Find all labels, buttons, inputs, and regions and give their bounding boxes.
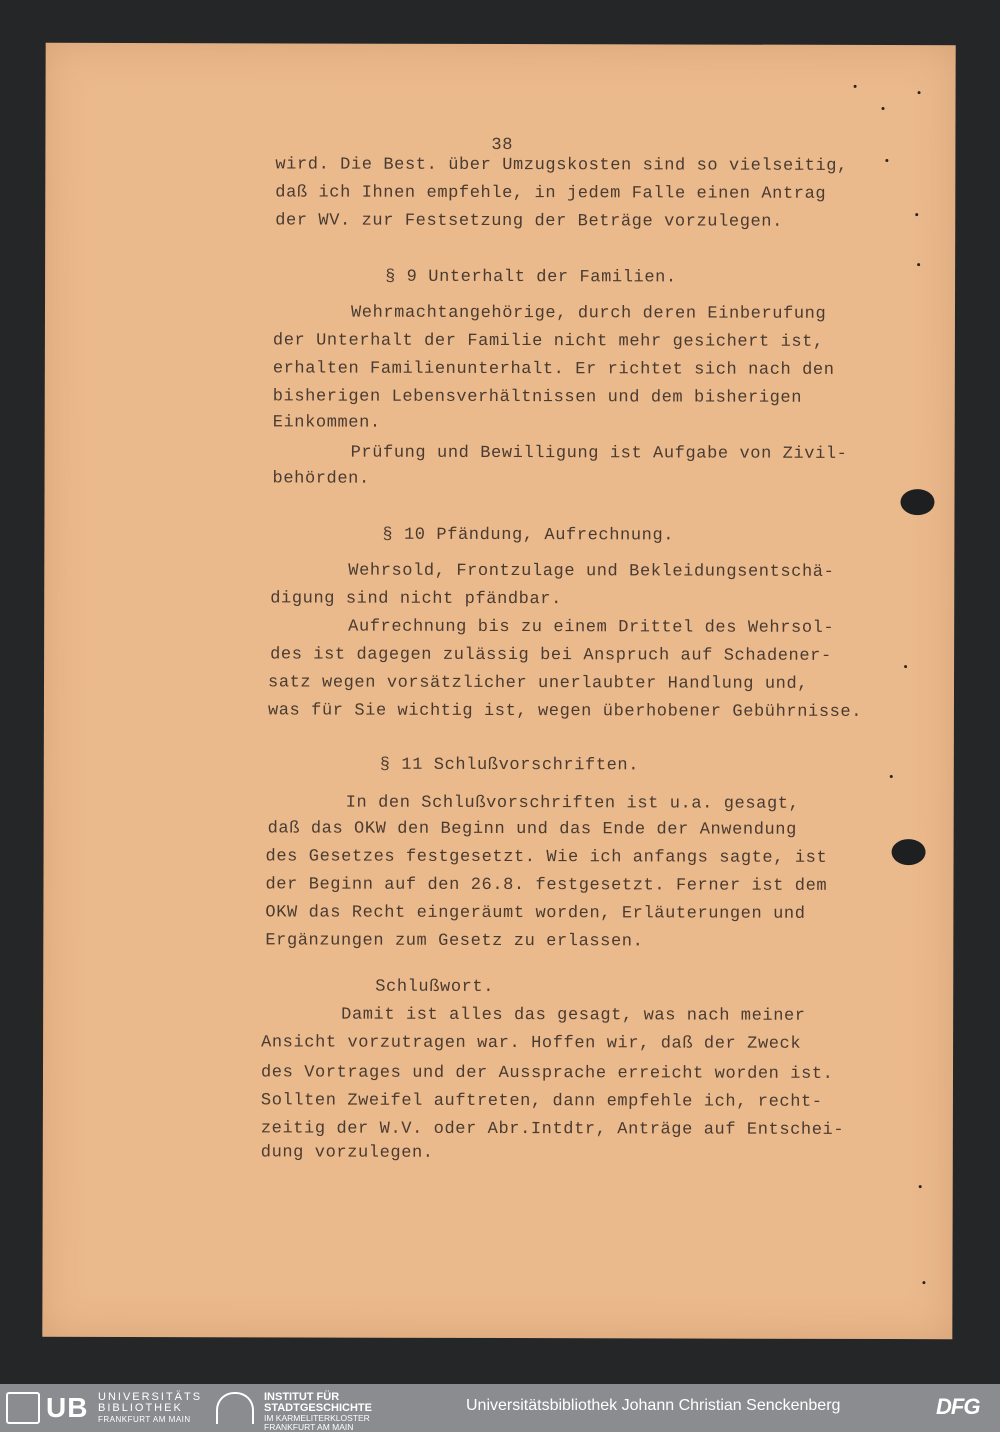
text-line: Wehrsold, Frontzulage und Bekleidungsentschä- bbox=[348, 561, 835, 582]
isg-line4: FRANKFURT AM MAIN bbox=[264, 1422, 354, 1432]
isg-wordmark bbox=[264, 1392, 372, 1432]
speck-mark bbox=[919, 1185, 922, 1188]
text-line: behörden. bbox=[272, 469, 370, 489]
text-line: Einkommen. bbox=[272, 413, 381, 433]
text-line: Damit ist alles das gesagt, was nach meiner bbox=[341, 1005, 806, 1026]
text-line: Wehrmachtangehörige, durch deren Einberufung bbox=[350, 303, 827, 324]
ub-logo[interactable] bbox=[6, 1390, 206, 1426]
ub-line2: BIBLIOTHEK bbox=[98, 1402, 183, 1414]
text-line: Ergänzungen zum Gesetz zu erlassen. bbox=[265, 931, 644, 952]
isg-line2: STADTGESCHICHTE bbox=[264, 1402, 372, 1414]
text-line: des Vortrages und der Aussprache erreicht worden ist. bbox=[260, 1063, 834, 1084]
text-line: digung sind nicht pfändbar. bbox=[270, 589, 562, 610]
dfg-logo[interactable]: DFG bbox=[936, 1394, 980, 1419]
ub-wordmark bbox=[98, 1392, 202, 1425]
text-line: § 11 Schlußvorschriften. bbox=[379, 755, 640, 776]
document-page bbox=[42, 43, 955, 1339]
text-line: satz wegen vorsätzlicher unerlaubter Handlung und, bbox=[267, 673, 809, 694]
text-line: erhalten Familienunterhalt. Er richtet sich nach den bbox=[272, 359, 835, 380]
speck-mark bbox=[854, 85, 857, 88]
speck-mark bbox=[890, 775, 893, 778]
arch-icon bbox=[216, 1392, 254, 1424]
text-line: der Unterhalt der Familie nicht mehr gesichert ist, bbox=[272, 331, 824, 352]
text-line: des Gesetzes festgesetzt. Wie ich anfangs sagte, ist bbox=[265, 847, 828, 868]
text-line: Sollten Zweifel auftreten, dann empfehle ich, recht- bbox=[260, 1091, 823, 1112]
text-line: was für Sie wichtig ist, wegen überhobener Gebührnisse. bbox=[267, 701, 863, 722]
isg-line1: INSTITUT FÜR bbox=[264, 1391, 340, 1403]
ub-letters: UB bbox=[46, 1392, 89, 1423]
page-number: 38 bbox=[491, 135, 514, 156]
library-name-link[interactable]: Universitätsbibliothek Johann Christian Senckenberg bbox=[466, 1397, 841, 1414]
text-line: § 9 Unterhalt der Familien. bbox=[385, 267, 677, 288]
text-line: OKW das Recht eingeräumt worden, Erläuterungen und bbox=[265, 903, 806, 924]
speck-mark bbox=[885, 159, 888, 162]
speck-mark bbox=[917, 263, 920, 266]
speck-mark bbox=[915, 213, 918, 216]
isg-line3: IM KARMELITERKLOSTER bbox=[264, 1413, 370, 1423]
portrait-icon bbox=[6, 1392, 40, 1424]
text-line: § 10 Pfändung, Aufrechnung. bbox=[382, 525, 675, 546]
isg-logo[interactable] bbox=[216, 1390, 416, 1432]
ub-line1: UNIVERSITÄTS bbox=[98, 1391, 203, 1403]
text-line: daß das OKW den Beginn und das Ende der Anwendung bbox=[267, 819, 797, 840]
typed-text bbox=[46, 43, 956, 1163]
footer-bar bbox=[0, 1384, 1000, 1432]
text-line: Prüfung und Bewilligung ist Aufgabe von Zivil- bbox=[350, 443, 848, 464]
text-line: der WV. zur Festsetzung der Beträge vorzulegen. bbox=[275, 211, 783, 232]
text-line: der Beginn auf den 26.8. festgesetzt. Ferner ist dem bbox=[265, 875, 828, 896]
text-line: Aufrechnung bis zu einem Drittel des Wehrsol- bbox=[348, 617, 835, 638]
ub-line3: FRANKFURT AM MAIN bbox=[98, 1415, 191, 1424]
speck-mark bbox=[918, 91, 921, 94]
text-line: bisherigen Lebensverhältnissen und dem bisherigen bbox=[272, 387, 803, 408]
text-line: wird. Die Best. über Umzugskosten sind so vielseitig, bbox=[275, 155, 848, 176]
text-line: dung vorzulegen. bbox=[260, 1143, 434, 1163]
speck-mark bbox=[904, 665, 907, 668]
punch-hole-top bbox=[900, 489, 934, 515]
text-line: daß ich Ihnen empfehle, in jedem Falle einen Antrag bbox=[275, 183, 827, 204]
punch-hole-bottom bbox=[892, 839, 926, 865]
text-line: Ansicht vorzutragen war. Hoffen wir, daß der Zweck bbox=[261, 1033, 802, 1054]
text-line: In den Schlußvorschriften ist u.a. gesagt, bbox=[345, 793, 800, 814]
speck-mark bbox=[882, 107, 885, 110]
speck-mark bbox=[922, 1281, 925, 1284]
text-line: Schlußwort. bbox=[375, 977, 495, 997]
text-line: zeitig der W.V. oder Abr.Intdtr, Anträge auf Entschei- bbox=[260, 1119, 845, 1140]
text-line: des ist dagegen zulässig bei Anspruch auf Schadener- bbox=[270, 645, 832, 666]
